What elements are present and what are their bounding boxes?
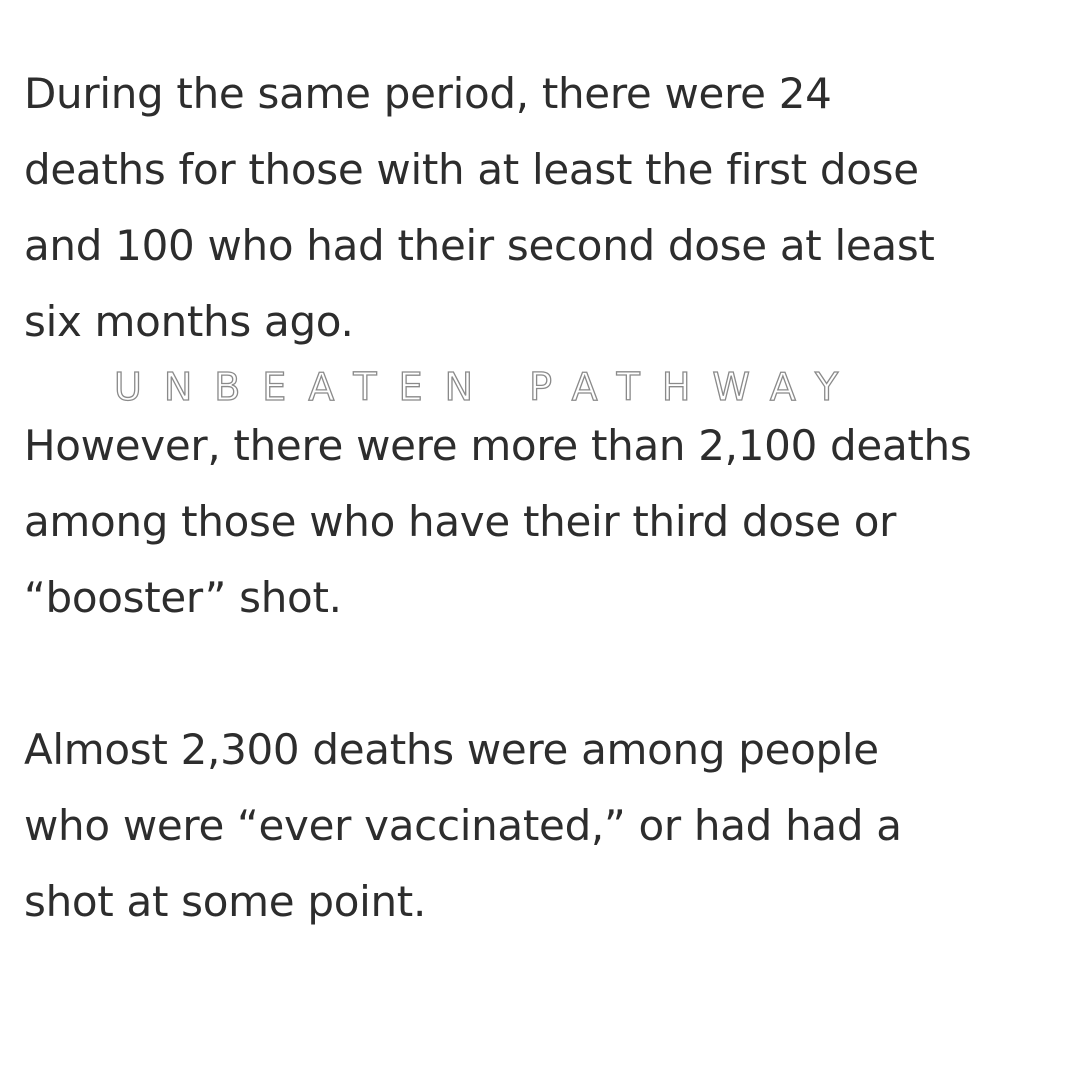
paragraph-ever-vaccinated-deaths: Almost 2,300 deaths were among people who were “ever vaccinated,” or had had a shot at some point.	[24, 725, 902, 926]
paragraph-same-period-deaths: During the same period, there were 24 deaths for those with at least the first dose and 100 who had their second dose at least six months ago.	[24, 69, 935, 346]
article-body	[24, 56, 1074, 940]
watermark-logo-text: UNBEATEN PATHWAY	[114, 365, 861, 409]
paragraph-booster-deaths: However, there were more than 2,100 deaths among those who have their third dose or “booster” shot.	[24, 421, 972, 622]
